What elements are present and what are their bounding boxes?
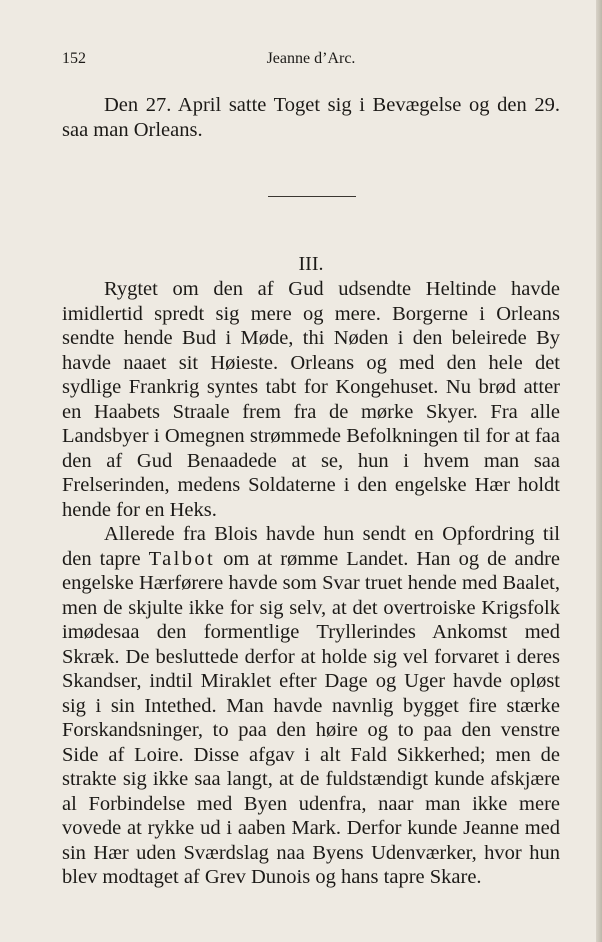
paragraph-2-rest: om at rømme Landet. Han og de andre engelske Hærførere havde som Svar truet hende med Baalet, men de skjulte ikke for sig selv, at det overtroiske Krigsfolk imødesaa den formentlige Tryllerindes Ankomst med Skræk. De besluttede derfor at holde sig vel forvaret i deres Skandser, indtil Miraklet efter Dage og Uger havde opløst sig i sin Intethed. Man havde navnlig bygget fire stærke Forskandsninger, to paa den høire og to paa den venstre Side af Loire. Disse afgav i alt Fald Sikkerhed; men de strakte sig ikke saa langt, at de fuldstændigt kunde afskjære al Forbindelse med Byen udenfra, naar man ikke mere vovede at rykke ud i aaben Mark. Derfor kunde Jeanne med sin Hær uden Sværdslag naa Byens Udenværker, hvor hun blev modtaget af Grev Dunois og hans tapre Skare.	[62, 547, 560, 888]
paragraph-2	[62, 522, 560, 890]
paragraph-2-start: Allerede fra Blois havde hun sendt en Opfordring til den tapre	[62, 523, 560, 570]
section-heading: III.	[298, 253, 324, 275]
spaced-name-talbot: Talbot	[148, 547, 216, 570]
section-divider-rule	[268, 196, 356, 197]
page-number: 152	[62, 50, 86, 67]
paragraph-1: Rygtet om den af Gud udsendte Heltinde havde imidlertid spredt sig mere og mere. Borgerne i Orleans sendte hende Bud i Møde, thi Nøden i den beleirede By havde naaet sit Høieste. Orleans og med den hele det sydlige Frankrig syntes tabt for Kongehuset. Nu brød atter en Haabets Straale frem fra de mørke Skyer. Fra alle Landsbyer i Omegnen strømmede Befolkningen til for at faa den af Gud Benaadede at se, hun i hvem man saa Frelserinden, medens Soldaterne i den engelske Hær holdt hende for en Heks.	[62, 278, 560, 521]
section-body	[62, 277, 560, 890]
intro-text-block	[62, 93, 560, 142]
page-header	[62, 50, 560, 72]
running-title: Jeanne d’Arc.	[266, 50, 356, 67]
page-edge-shadow	[596, 0, 602, 942]
intro-paragraph: Den 27. April satte Toget sig i Bevægelse og den 29. saa man Orleans.	[62, 94, 560, 141]
